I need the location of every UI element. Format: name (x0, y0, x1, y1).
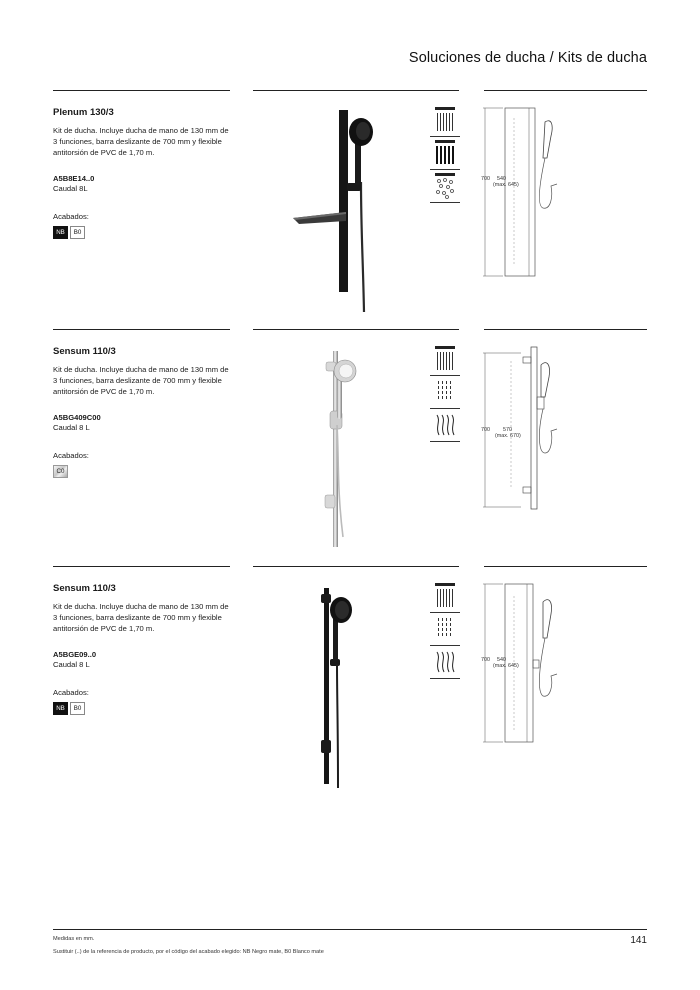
bar-dimension: 540 (497, 657, 506, 663)
intense-spray-icon (430, 137, 460, 170)
technical-drawing (481, 96, 647, 326)
product-reference: A5BG409C00 (53, 413, 101, 422)
product-name: Sensum 110/3 (53, 346, 116, 357)
height-dimension: 700 (481, 427, 490, 433)
page-number: 141 (630, 935, 647, 946)
height-dimension: 700 (481, 657, 490, 663)
max-dimension: (max. 645) (493, 182, 519, 188)
product-flow: Caudal 8L (53, 184, 88, 193)
product-section-1 (53, 90, 647, 328)
spray-icons (430, 343, 460, 442)
divider (53, 329, 230, 330)
product-flow: Caudal 8 L (53, 423, 90, 432)
technical-drawing (481, 335, 647, 565)
height-dimension: 700 (481, 176, 490, 182)
divider (484, 90, 647, 91)
product-description: Kit de ducha. Incluye ducha de mano de 130 mm de 3 funciones, barra deslizante de 700 mm y flexible antitorsión de PVC de 1,70 m. (53, 602, 229, 633)
finish-swatch-nb: NB (53, 226, 68, 239)
spray-icons (430, 580, 460, 679)
finishes-label: Acabados: (53, 451, 89, 460)
product-reference: A5BGE09..0 (53, 650, 97, 659)
page-title: Soluciones de ducha / Kits de ducha (408, 50, 647, 66)
finishes-list (53, 702, 85, 715)
footer-measure-note: Medidas en mm. (53, 936, 95, 942)
rain-spray-icon (430, 104, 460, 137)
product-photo (253, 566, 459, 804)
max-dimension: (max. 670) (495, 433, 521, 439)
technical-drawing (481, 572, 647, 802)
product-name: Plenum 130/3 (53, 107, 114, 118)
product-flow: Caudal 8 L (53, 660, 90, 669)
rain-spray-icon (430, 343, 460, 376)
product-name: Sensum 110/3 (53, 583, 116, 594)
product-description: Kit de ducha. Incluye ducha de mano de 130 mm de 3 funciones, barra deslizante de 700 mm y flexible antitorsión de PVC de 1,70 m. (53, 365, 229, 396)
wave-spray-icon (430, 646, 460, 679)
footer-divider (53, 929, 647, 930)
product-description: Kit de ducha. Incluye ducha de mano de 130 mm de 3 funciones, barra deslizante de 700 mm y flexible antitorsión de PVC de 1,70 m. (53, 126, 229, 157)
spray-icons (430, 104, 460, 203)
product-photo (253, 90, 459, 328)
product-photo (253, 329, 459, 567)
divider (53, 566, 230, 567)
bar-dimension: 570 (503, 427, 512, 433)
drip-spray-icon (430, 376, 460, 409)
finishes-label: Acabados: (53, 688, 89, 697)
finishes-list (53, 226, 85, 239)
finish-swatch-c0: C0 (53, 465, 68, 478)
rain-spray-icon (430, 580, 460, 613)
divider (53, 90, 230, 91)
product-section-3 (53, 566, 647, 804)
finishes-label: Acabados: (53, 212, 89, 221)
max-dimension: (max. 645) (493, 663, 519, 669)
wave-spray-icon (430, 409, 460, 442)
product-reference: A5B8E14..0 (53, 174, 95, 183)
finishes-list (53, 465, 68, 478)
divider (484, 566, 647, 567)
product-section-2 (53, 329, 647, 567)
finish-swatch-b0: B0 (70, 702, 85, 715)
divider (484, 329, 647, 330)
bar-dimension: 540 (497, 176, 506, 182)
finish-swatch-nb: NB (53, 702, 68, 715)
footer-finish-note: Sustituir (..) de la referencia de producto, por el código del acabado elegido: NB Negro mate, B0 Blanco mate (53, 949, 324, 955)
finish-swatch-b0: B0 (70, 226, 85, 239)
bubble-spray-icon (430, 170, 460, 203)
drip-spray-icon (430, 613, 460, 646)
